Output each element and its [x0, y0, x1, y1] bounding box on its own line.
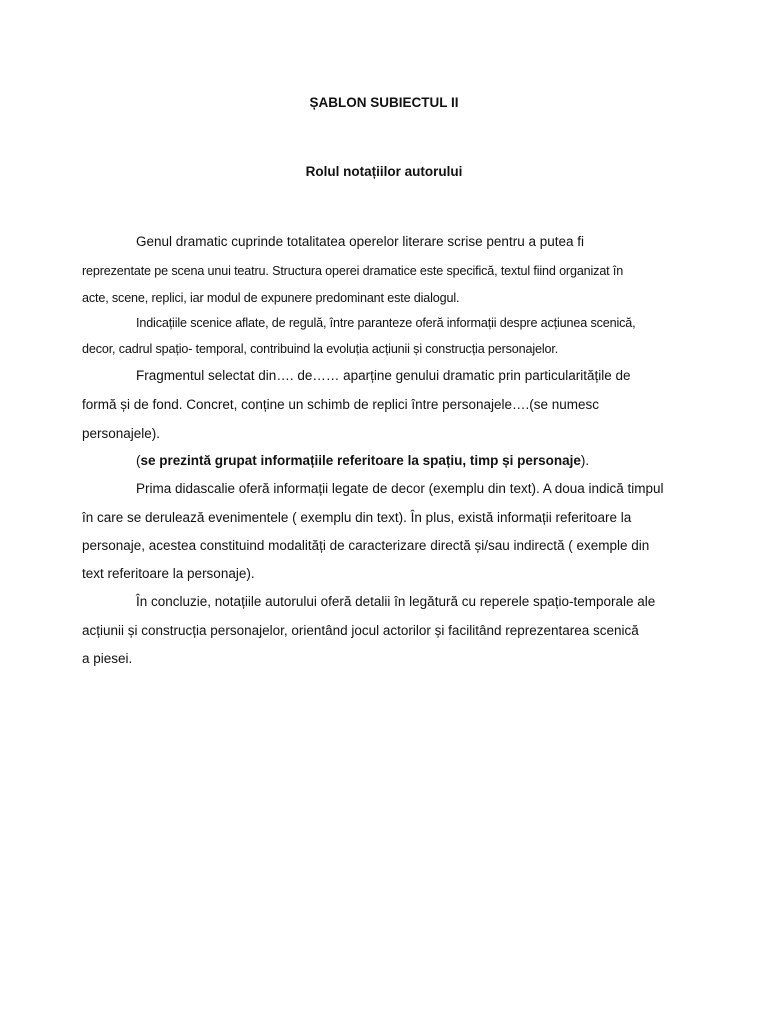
bold-note: se prezintă grupat informațiile referitoare la spațiu, timp și personaje [140, 453, 581, 468]
paragraph-6-line-2: acțiunii și construcția personajelor, orientând jocul actorilor și facilitând reprezentarea scenică [82, 623, 639, 638]
paragraph-5-line-2: în care se derulează evenimentele ( exemplu din text). În plus, există informații referitoare la [82, 510, 632, 525]
paragraph-3-line-3: personajele). [82, 426, 161, 441]
paragraph-6-line-3: a piesei. [82, 651, 133, 666]
document-title: ȘABLON SUBIECTUL II [309, 95, 459, 110]
paragraph-3-line-2: formă și de fond. Concret, conține un schimb de replici între personajele….(se numesc [82, 397, 600, 412]
paragraph-5-line-4: text referitoare la personaje). [82, 566, 255, 581]
paragraph-4-line-1 [136, 453, 589, 469]
paragraph-3-line-1: Fragmentul selectat din…. de…… aparține genului dramatic prin particularitățile de [136, 368, 631, 383]
paragraph-2-line-2: decor, cadrul spațio- temporal, contribuind la evoluția acțiunii și construcția personajelor. [82, 342, 559, 356]
paragraph-6-line-1: În concluzie, notațiile autorului oferă detalii în legătură cu reperele spațio-temporale ale [136, 594, 656, 609]
paragraph-1-line-2: reprezentate pe scena unui teatru. Structura operei dramatice este specifică, textul fiind organizat în [82, 264, 624, 278]
paragraph-1-line-3: acte, scene, replici, iar modul de expunere predominant este dialogul. [82, 291, 460, 305]
paragraph-5-line-3: personaje, acestea constituind modalități de caracterizare directă și/sau indirectă ( exemple din [82, 538, 650, 553]
document-subtitle: Rolul notațiilor autorului [305, 164, 463, 179]
paragraph-2-line-1: Indicațiile scenice aflate, de regulă, între paranteze oferă informații despre acțiunea scenică, [136, 316, 636, 330]
paragraph-5-line-1: Prima didascalie oferă informații legate de decor (exemplu din text). A doua indică timpul [136, 481, 664, 496]
paren-open: ( [136, 453, 141, 468]
paren-close: ). [580, 453, 590, 468]
paragraph-1-line-1: Genul dramatic cuprinde totalitatea operelor literare scrise pentru a putea fi [136, 234, 584, 249]
